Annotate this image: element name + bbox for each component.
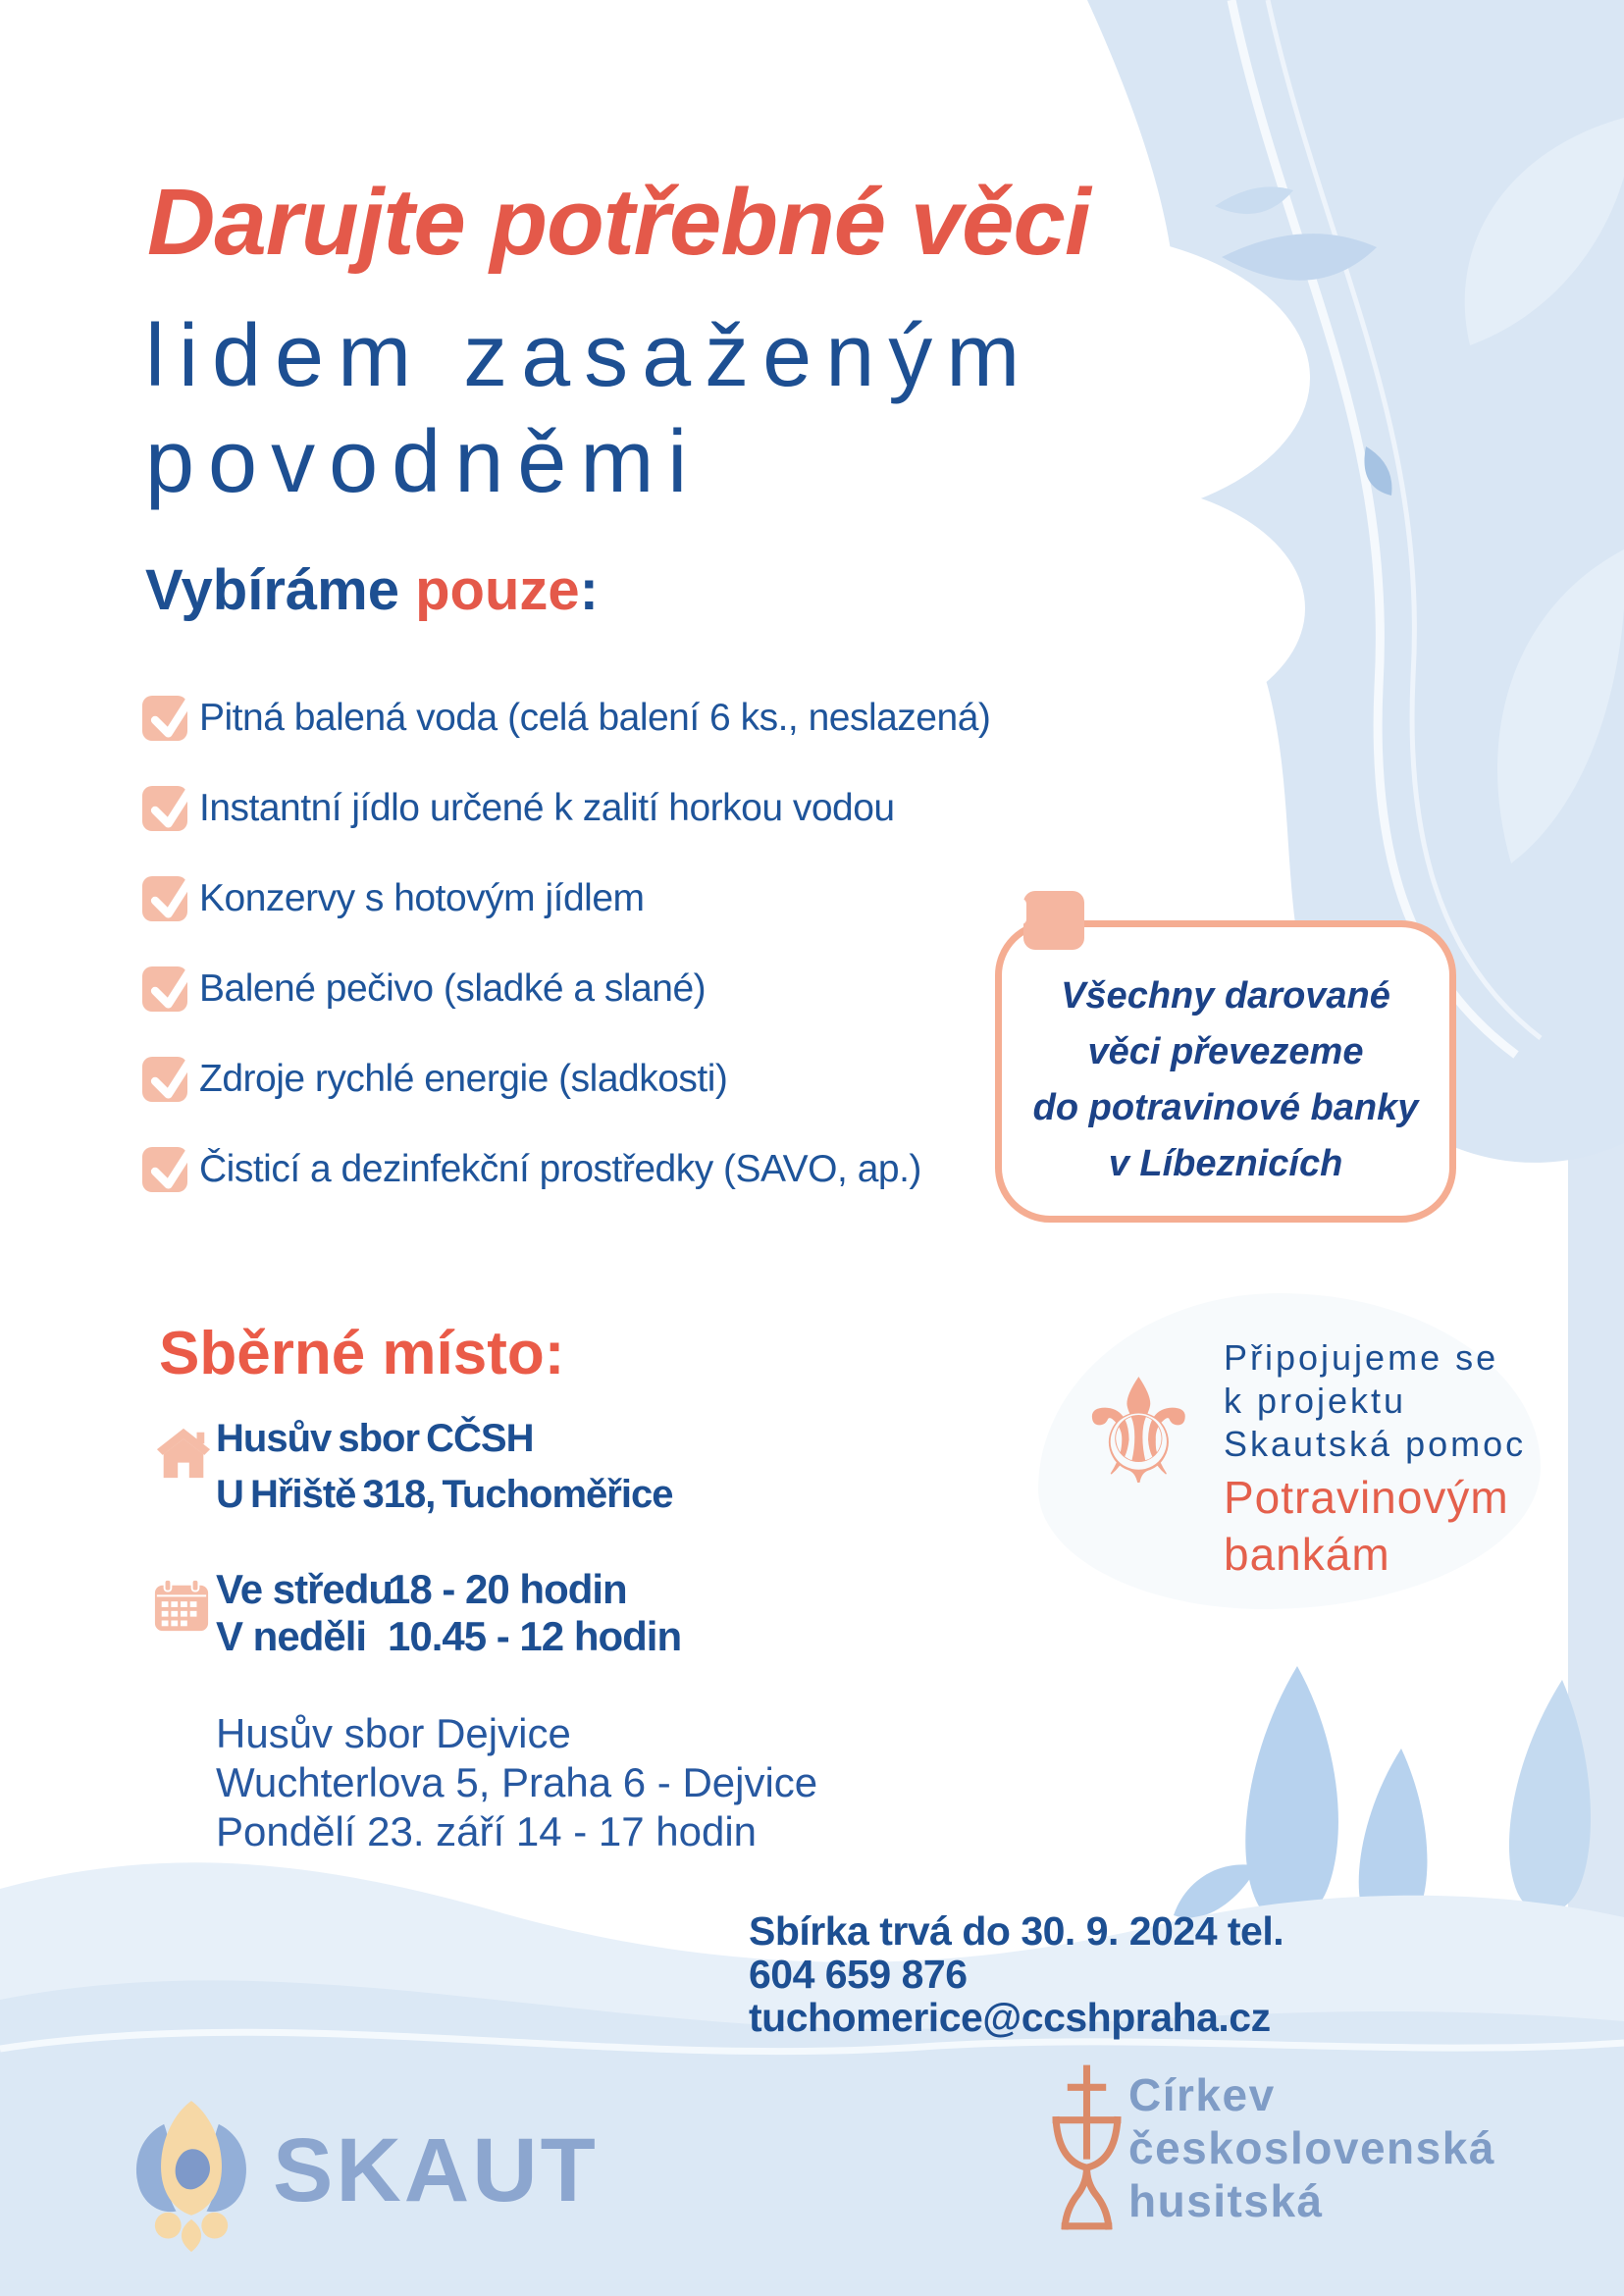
checklist-item-label: Pitná balená voda (celá balení 6 ks., neslazená): [199, 697, 991, 739]
secondary-location-block: [216, 1709, 817, 1856]
contact-email: tuchomerice@ccshpraha.cz: [749, 1995, 1271, 2040]
checklist-heading-orange: pouze: [415, 558, 580, 622]
church-line: československá: [1128, 2122, 1495, 2173]
checklist-item: [142, 854, 990, 944]
main-title: Darujte potřebné věci: [147, 170, 1090, 275]
checklist-item: [142, 1124, 990, 1215]
contact-duration: Sbírka trvá do 30. 9. 2024 tel.: [749, 1908, 1284, 1954]
checkbox-checked-icon: [142, 1147, 187, 1192]
gift-tag-icon: [1023, 891, 1084, 950]
project-highlight: bankám: [1224, 1529, 1390, 1580]
project-line: Skautská pomoc: [1224, 1424, 1527, 1464]
checklist-item-label: Konzervy s hotovým jídlem: [199, 877, 645, 919]
main-title-line3: povodněmi: [145, 413, 702, 511]
checklist-item: [142, 944, 990, 1034]
main-title-line2: lidem zasaženým: [145, 307, 1034, 405]
calendar-icon: [153, 1578, 210, 1635]
checkbox-checked-icon: [142, 1057, 187, 1102]
contact-phone: 604 659 876: [749, 1952, 968, 1997]
location-block: [216, 1411, 672, 1523]
project-line: Připojujeme se: [1224, 1337, 1499, 1378]
checklist-item: [142, 1034, 990, 1124]
chalice-cross-icon: [1040, 2061, 1134, 2239]
schedule-time: 10.45 - 12 hodin: [388, 1613, 682, 1659]
checkbox-checked-icon: [142, 786, 187, 831]
home-icon: [155, 1425, 212, 1482]
skaut-wordmark: SKAUT: [273, 2120, 599, 2220]
checklist-heading: [145, 557, 599, 623]
checklist-item: [142, 763, 990, 854]
contact-block: [749, 1909, 1283, 2039]
checklist-item: [142, 673, 990, 763]
schedule-row: [216, 1613, 681, 1660]
checklist-item-label: Balené pečivo (sladké a slané): [199, 967, 707, 1010]
checkbox-checked-icon: [142, 696, 187, 741]
note-line: v Líbeznicích: [1108, 1143, 1343, 1184]
checklist-heading-colon: :: [579, 558, 599, 622]
secondary-location-name: Husův sbor Dejvice: [216, 1710, 571, 1756]
skaut-emblem-icon: [131, 2096, 252, 2253]
checklist-item-label: Zdroje rychlé energie (sladkosti): [199, 1058, 728, 1100]
checkbox-checked-icon: [142, 876, 187, 921]
note-line: věci převezeme: [1087, 1031, 1364, 1072]
checklist-item-label: Čisticí a dezinfekční prostředky (SAVO, ap.): [199, 1148, 921, 1190]
note-line: Všechny darované: [1061, 975, 1390, 1017]
project-line: k projektu: [1224, 1381, 1407, 1421]
fleur-de-lis-icon: ⚜: [1074, 1348, 1204, 1517]
location-address: U Hřiště 318, Tuchoměřice: [216, 1473, 673, 1516]
schedule-time: 18 - 20 hodin: [388, 1566, 627, 1612]
schedule-day: Ve středu: [216, 1566, 393, 1612]
food-bank-note: [995, 920, 1456, 1223]
checklist-item-label: Instantní jídlo určené k zalití horkou vodou: [199, 787, 895, 829]
secondary-location-address: Wuchterlova 5, Praha 6 - Dejvice: [216, 1759, 818, 1805]
secondary-location-time: Pondělí 23. září 14 - 17 hodin: [216, 1808, 758, 1854]
schedule-day: V neděli: [216, 1613, 367, 1659]
note-line: do potravinové banky: [1032, 1087, 1419, 1128]
church-line: husitská: [1128, 2175, 1324, 2226]
donation-checklist: [142, 673, 990, 1215]
collection-point-heading: Sběrné místo:: [159, 1320, 565, 1387]
schedule-row: [216, 1566, 681, 1613]
schedule-block: [216, 1566, 681, 1660]
church-line: Církev: [1128, 2069, 1276, 2120]
checkbox-checked-icon: [142, 966, 187, 1012]
project-highlight: Potravinovým: [1224, 1472, 1509, 1523]
church-name-block: [1128, 2068, 1495, 2227]
project-text-block: [1224, 1336, 1526, 1580]
checklist-heading-blue: Vybíráme: [145, 558, 416, 622]
location-name: Husův sbor CČSH: [216, 1417, 534, 1460]
